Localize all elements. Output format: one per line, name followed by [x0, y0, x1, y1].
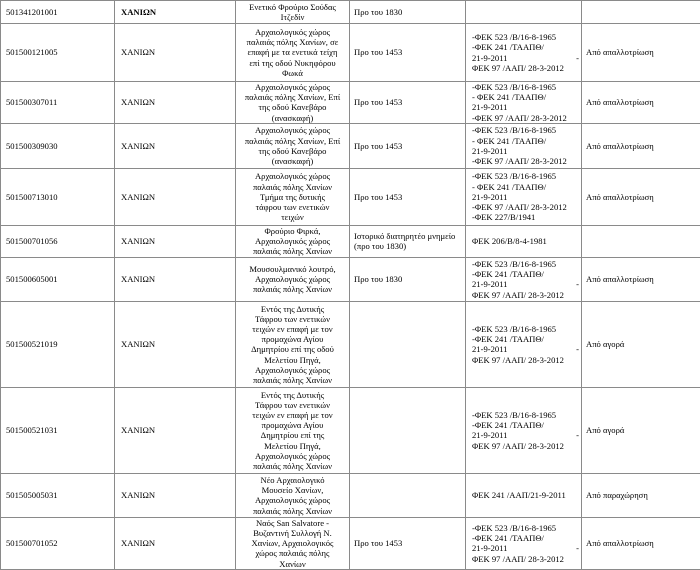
- table-row: [1, 257, 700, 301]
- period-cell: Προ του 1453: [350, 24, 466, 82]
- fek-line: ΦΕΚ 206/Β/8-4-1981: [472, 236, 579, 246]
- fek-line: - ΦΕΚ 241 /ΤΑΑΠΘ/: [472, 92, 579, 102]
- fek-line: -ΦΕΚ 241 /ΤΑΑΠΘ/: [472, 420, 579, 430]
- description-line: Αρχαιολογικός χώρος: [240, 274, 345, 284]
- site-code-cell: 501500521031: [1, 387, 115, 473]
- fek-line: -ΦΕΚ 97 /ΑΑΠ/ 28-3-2012: [472, 156, 579, 166]
- fek-cell: [466, 225, 582, 257]
- site-code-cell: 501500121005: [1, 24, 115, 82]
- description-line: προμαχώνα Αγίου: [240, 420, 345, 430]
- description-line: Μελετίου Πηγά,: [240, 441, 345, 451]
- description-line: Δημητρίου επί της: [240, 430, 345, 440]
- site-code-cell: 501500605001: [1, 257, 115, 301]
- period-cell: Προ του 1453: [350, 82, 466, 124]
- site-code-cell: 501500713010: [1, 168, 115, 225]
- fek-line: ΦΕΚ 97 /ΑΑΠ/ 28-3-2012: [472, 554, 579, 564]
- region-cell: ΧΑΝΙΩΝ: [115, 82, 236, 124]
- description-text: [240, 171, 345, 222]
- site-code-cell: 501500701056: [1, 225, 115, 257]
- description-line: Φρούριο Φιρκά,: [240, 226, 345, 236]
- description-line: Τάφρου των ενετικών: [240, 314, 345, 324]
- description-line: Αρχαιολογικός χώρος: [240, 27, 345, 37]
- table-row: [1, 301, 700, 387]
- status-cell: Από αγορά: [582, 301, 700, 387]
- fek-line: 21-9-2011 -: [472, 543, 579, 553]
- fek-line: 21-9-2011: [472, 102, 579, 112]
- description-line: Μουσουλμανικό λουτρό,: [240, 264, 345, 274]
- region-cell: ΧΑΝΙΩΝ: [115, 517, 236, 569]
- period-cell: Προ του 1830: [350, 257, 466, 301]
- fek-cell: [466, 123, 582, 168]
- site-code-cell: 501500307011: [1, 82, 115, 124]
- fek-line: -ΦΕΚ 227/Β/1941: [472, 212, 579, 222]
- description-line: Εντός της Δυτικής: [240, 304, 345, 314]
- description-line: (ανασκαφή): [240, 113, 345, 123]
- fek-cell: [466, 301, 582, 387]
- description-line: παλαιάς πόλης Χανίων, Επί: [240, 92, 345, 102]
- description-line: Βυζαντινή Συλλογή Ν.: [240, 528, 345, 538]
- region-cell: ΧΑΝΙΩΝ: [115, 123, 236, 168]
- description-line: παλαιάς πόλης Χανίων: [240, 284, 345, 294]
- fek-line: -ΦΕΚ 241 /ΤΑΑΠΘ/: [472, 269, 579, 279]
- description-line: παλαιάς πόλης Χανίων: [240, 461, 345, 471]
- period-cell: Προ του 1830: [350, 1, 466, 24]
- period-cell: Προ του 1453: [350, 123, 466, 168]
- description-text: [240, 390, 345, 472]
- site-code-cell: 501500309030: [1, 123, 115, 168]
- description-line: Αρχαιολογικός χώρος: [240, 82, 345, 92]
- status-cell: Από απαλλοτρίωση: [582, 24, 700, 82]
- description-line: Μελετίου Πηγά,: [240, 355, 345, 365]
- table-row: [1, 387, 700, 473]
- table-row: [1, 82, 700, 124]
- description-line: Νέο Αρχαιολογικό: [240, 475, 345, 485]
- description-line: παλαιάς πόλης Χανίων, Επί: [240, 136, 345, 146]
- description-cell: [236, 387, 350, 473]
- status-cell: Από απαλλοτρίωση: [582, 123, 700, 168]
- description-line: παλαιάς πόλης Χανίων: [240, 375, 345, 385]
- table-row: [1, 473, 700, 517]
- table-row: [1, 517, 700, 569]
- fek-line: -ΦΕΚ 523 /Β/16-8-1965: [472, 82, 579, 92]
- region-cell: ΧΑΝΙΩΝ: [115, 225, 236, 257]
- status-cell: Από απαλλοτρίωση: [582, 257, 700, 301]
- description-text: [240, 2, 345, 22]
- description-line: Ενετικό Φρούριο Σούδας: [240, 2, 345, 12]
- description-cell: [236, 168, 350, 225]
- status-cell: Από απαλλοτρίωση: [582, 82, 700, 124]
- fek-line: -ΦΕΚ 97 /ΑΑΠ/ 28-3-2012: [472, 113, 579, 123]
- fek-line: -ΦΕΚ 523 /Β/16-8-1965: [472, 32, 579, 42]
- description-text: [240, 518, 345, 569]
- description-line: Αρχαιολογικός χώρος: [240, 236, 345, 246]
- description-line: παλαιάς πόλης Χανίων, σε: [240, 37, 345, 47]
- region-cell: ΧΑΝΙΩΝ: [115, 257, 236, 301]
- description-line: παλαιάς πόλης Χανίων: [240, 182, 345, 192]
- fek-line: 21-9-2011: [472, 146, 579, 156]
- fek-line: -ΦΕΚ 523 /Β/16-8-1965: [472, 324, 579, 334]
- fek-line: 21-9-2011 -: [472, 53, 579, 63]
- description-line: Μουσείο Χανίων,: [240, 485, 345, 495]
- description-line: παλαιάς πόλης Χανίων: [240, 246, 345, 256]
- description-text: [240, 27, 345, 78]
- description-cell: [236, 123, 350, 168]
- site-code-cell: 501505005031: [1, 473, 115, 517]
- region-cell: ΧΑΝΙΩΝ: [115, 387, 236, 473]
- fek-line: -ΦΕΚ 523 /Β/16-8-1965: [472, 523, 579, 533]
- description-line: Δημητρίου επί της οδού: [240, 344, 345, 354]
- description-line: τειχών: [240, 212, 345, 222]
- fek-line: -ΦΕΚ 241 /ΤΑΑΠΘ/: [472, 334, 579, 344]
- description-cell: [236, 301, 350, 387]
- fek-cell: [466, 517, 582, 569]
- description-cell: [236, 225, 350, 257]
- region-cell: ΧΑΝΙΩΝ: [115, 24, 236, 82]
- description-line: χώρος παλαιάς πόλης: [240, 548, 345, 558]
- description-line: παλαιάς πόλης Χανίων: [240, 506, 345, 516]
- period-cell: Προ του 1453: [350, 517, 466, 569]
- description-line: Χανίων, Αρχαιολογικός: [240, 538, 345, 548]
- fek-line: ΦΕΚ 97 /ΑΑΠ/ 28-3-2012: [472, 355, 579, 365]
- fek-line: -ΦΕΚ 523 /Β/16-8-1965: [472, 125, 579, 135]
- fek-line: -ΦΕΚ 241 /ΤΑΑΠΘ/: [472, 533, 579, 543]
- table-row: [1, 1, 700, 24]
- fek-line: ΦΕΚ 97 /ΑΑΠ/ 28-3-2012: [472, 441, 579, 451]
- fek-line: -ΦΕΚ 97 /ΑΑΠ/ 28-3-2012: [472, 202, 579, 212]
- description-cell: [236, 82, 350, 124]
- site-code-cell: 501500701052: [1, 517, 115, 569]
- period-cell: Ιστορικό διατηρητέο μνημείο (προ του 1830): [350, 225, 466, 257]
- description-text: [240, 226, 345, 257]
- description-cell: [236, 517, 350, 569]
- description-line: επί της οδού Νυκηφόρου: [240, 58, 345, 68]
- fek-cell: [466, 1, 582, 24]
- description-text: [240, 264, 345, 295]
- table-row: [1, 123, 700, 168]
- description-line: τειχών εν επαφή με τον: [240, 410, 345, 420]
- table-row: [1, 168, 700, 225]
- description-line: Τάφρου των ενετικών: [240, 400, 345, 410]
- fek-line: ΦΕΚ 97 /ΑΑΠ/ 28-3-2012: [472, 63, 579, 73]
- description-line: προμαχώνα Αγίου: [240, 334, 345, 344]
- fek-cell: [466, 257, 582, 301]
- description-text: [240, 475, 345, 516]
- description-line: Αρχαιολογικός χώρος: [240, 365, 345, 375]
- description-text: [240, 82, 345, 123]
- status-cell: [582, 1, 700, 24]
- region-cell: ΧΑΝΙΩΝ: [115, 168, 236, 225]
- fek-line: -ΦΕΚ 523 /Β/16-8-1965: [472, 410, 579, 420]
- fek-line: -ΦΕΚ 523 /Β/16-8-1965: [472, 171, 579, 181]
- period-cell: [350, 387, 466, 473]
- table-row: [1, 225, 700, 257]
- description-line: Εντός της Δυτικής: [240, 390, 345, 400]
- fek-line: 21-9-2011 -: [472, 344, 579, 354]
- fek-line: -ΦΕΚ 523 /Β/16-8-1965: [472, 259, 579, 269]
- period-cell: Προ του 1453: [350, 168, 466, 225]
- status-cell: Από απαλλοτρίωση: [582, 517, 700, 569]
- fek-cell: [466, 82, 582, 124]
- status-cell: Από απαλλοτρίωση: [582, 168, 700, 225]
- fek-line: 21-9-2011: [472, 192, 579, 202]
- fek-line: ΦΕΚ 241 /ΑΑΠ/21-9-2011: [472, 490, 579, 500]
- description-cell: [236, 1, 350, 24]
- description-cell: [236, 473, 350, 517]
- fek-line: - ΦΕΚ 241 /ΤΑΑΠΘ/: [472, 136, 579, 146]
- description-line: Αρχαιολογικός χώρος: [240, 171, 345, 181]
- description-line: Αρχαιολογικός χώρος: [240, 451, 345, 461]
- description-line: Ιτζεδίν: [240, 12, 345, 22]
- description-line: Αρχαιολογικός χώρος: [240, 125, 345, 135]
- period-cell: [350, 473, 466, 517]
- description-line: επαφή με τα ενετικά τείχη: [240, 47, 345, 57]
- site-code-cell: 501341201001: [1, 1, 115, 24]
- region-cell: ΧΑΝΙΩΝ: [115, 301, 236, 387]
- description-cell: [236, 257, 350, 301]
- description-line: Χανίων: [240, 559, 345, 569]
- site-code-cell: 501500521019: [1, 301, 115, 387]
- status-cell: Από παραχώρηση: [582, 473, 700, 517]
- description-line: της οδού Κανεβάρο: [240, 146, 345, 156]
- description-line: τάφρου των ενετικών: [240, 202, 345, 212]
- fek-line: 21-9-2011 -: [472, 430, 579, 440]
- description-line: Ναός San Salvatore -: [240, 518, 345, 528]
- description-line: της οδού Κανεβάρο: [240, 102, 345, 112]
- fek-line: ΦΕΚ 97 /ΑΑΠ/ 28-3-2012: [472, 290, 579, 300]
- description-line: Φωκά: [240, 68, 345, 78]
- fek-line: - ΦΕΚ 241 /ΤΑΑΠΘ/: [472, 182, 579, 192]
- fek-cell: [466, 24, 582, 82]
- status-cell: Από αγορά: [582, 387, 700, 473]
- region-cell: ΧΑΝΙΩΝ: [115, 1, 236, 24]
- description-line: Αρχαιολογικός χώρος: [240, 495, 345, 505]
- fek-line: 21-9-2011 -: [472, 279, 579, 289]
- description-text: [240, 304, 345, 386]
- status-cell: [582, 225, 700, 257]
- fek-line: -ΦΕΚ 241 /ΤΑΑΠΘ/: [472, 42, 579, 52]
- fek-cell: [466, 387, 582, 473]
- description-line: Τμήμα της δυτικής: [240, 192, 345, 202]
- description-line: (ανασκαφή): [240, 156, 345, 166]
- description-text: [240, 125, 345, 166]
- region-cell: ΧΑΝΙΩΝ: [115, 473, 236, 517]
- period-cell: [350, 301, 466, 387]
- description-cell: [236, 24, 350, 82]
- fek-cell: [466, 168, 582, 225]
- fek-cell: [466, 473, 582, 517]
- description-line: τειχών εν επαφή με τον: [240, 324, 345, 334]
- table-row: [1, 24, 700, 82]
